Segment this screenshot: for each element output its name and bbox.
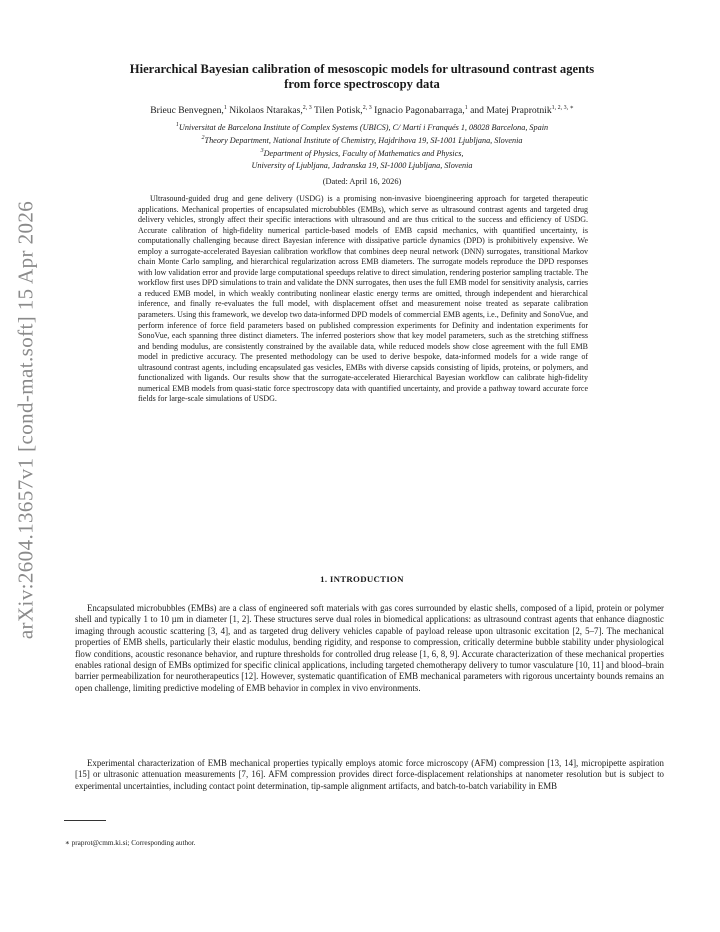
- abstract: Ultrasound-guided drug and gene delivery (USDG) is a promising non-invasive bioengineering approach for targeted therapeutic applications. Mechanical properties of encapsulated microbubbles (EMBs), which serve as ultrasound contrast agents and targeted drug delivery vehicles, strongly affect their specific interactions with ultrasound and are thus critical to the success and efficiency of USDG. Accurate calibration of high-fidelity numerical particle-based models of EMB capsid mechanics, with quantified uncertainty, is computationally challenging because direct Bayesian inference with dissipative particle dynamics (DPD) is prohibitively expensive. We employ a surrogate-accelerated Bayesian calibration workflow that combines deep neural network (DNN) surrogates, transitional Markov chain Monte Carlo sampling, and hierarchical regularization across EMB diameters. The surrogate models reproduce the DPD responses with low validation error and provide large computational speedups relative to direct simulation, rendering posterior sampling tractable. The workflow first uses DPD simulations to train and validate the DNN surrogates, then uses the full EMB model for sensitivity analysis, carries a reduced EMB model, in which weakly contributing nonlinear elastic energy terms are omitted, through independent and hierarchical inference, and finally re-evaluates the full model, with displacement offset and measurement noise treated as separate calibration parameters. Using this framework, we develop two data-informed DPD models of commercial EMB agents, i.e., Definity and SonoVue, and perform inference of force field parameters based on published compression experiments for Definity and indentation experiments for SonoVue, each spanning three distinct diameters. The inferred posteriors show that key model parameters, such as the stretching stiffness and bending modulus, are consistently constrained by the available data, while reduced models show close agreement with the full EMB model in predictive accuracy. The presented methodology can be used to derive bespoke, data-informed models for a wide range of ultrasound contrast agents, including encapsulated gas vesicles, EMBs with diverse capsids consisting of lipids, proteins, or polymers, and functionalized with ligands. Our results show that the surrogate-accelerated Hierarchical Bayesian workflow can calibrate high-fidelity numerical EMB models from quasi-static force spectroscopy data with quantified uncertainty, and provide a pathway toward accurate force fields for large-scale simulations of USDG.: [138, 194, 588, 404]
- author: and Matej Praprotnik$^{1, 2, 3, ∗}$: [470, 105, 574, 116]
- affiliation: University of Ljubljana, Jadranska 19, SI-1000 Ljubljana, Slovenia: [251, 161, 473, 170]
- author: Tilen Potisk,$^{2, 3}$: [314, 105, 372, 116]
- footnote: ∗ praprot@cmm.ki.si; Corresponding author.: [65, 839, 196, 847]
- arxiv-identifier-text: arXiv:2604.13657v1 [cond-mat.soft] 15 Apr 2026: [13, 200, 38, 640]
- arxiv-identifier-stamp: [4, 190, 48, 650]
- author: Nikolaos Ntarakas,$^{2, 3}$: [229, 105, 312, 116]
- intro-paragraph-1: Encapsulated microbubbles (EMBs) are a class of engineered soft materials with gas cores surrounded by elastic shells, composed of a lipid, protein or polymer shell and typically 1 to 10 µm in diameter [1, 2]. These structures serve dual roles in biomedical applications: as ultrasound contrast agents that enhance diagnostic imaging through acoustic scattering [3, 4], and as targeted drug delivery vehicles capable of payload release upon ultrasonic excitation [2, 5–7]. The mechanical properties of EMB shells, particularly their elastic modulus, bending rigidity, and response to compression, critically determine bubble stability under physiological flow conditions, acoustic resonance behavior, and rupture thresholds for controlled drug release [1, 6, 8, 9]. Accurate characterization of these mechanical properties enables rational design of EMBs optimized for specific clinical applications, including targeted chemotherapy delivery to tumor vasculature [10, 11] and blood–brain barrier permeabilization for neurotherapeutics [12]. However, systematic quantification of EMB mechanical parameters with rigorous uncertainty bounds remains an open challenge, limiting predictive modeling of EMB behavior in complex in vivo environments.: [75, 603, 664, 693]
- title-line-1: Hierarchical Bayesian calibration of mesoscopic models for ultrasound contrast agents: [129, 62, 595, 76]
- intro-paragraph-2: Experimental characterization of EMB mechanical properties typically employs atomic force microscopy (AFM) compression [13, 14], micropipette aspiration [15] or ultrasonic attenuation measurements [7, 16]. AFM compression provides direct force-displacement relationships at nanometer resolution but is subject to experimental uncertainties, including contact point determination, tip-sample alignment artifacts, and batch-to-batch variability in EMB: [75, 758, 664, 791]
- author-list: [60, 105, 664, 117]
- affiliation: $^3$Department of Physics, Faculty of Mathematics and Physics,: [260, 148, 464, 158]
- affiliation: $^2$Theory Department, National Institute of Chemistry, Hajdrihova 19, SI-1001 Ljubljana, Slovenia: [201, 135, 523, 145]
- author: Ignacio Pagonabarraga,$^1$: [374, 105, 468, 116]
- title-line-2: from force spectroscopy data: [284, 77, 440, 91]
- affiliation: $^1$Universitat de Barcelona Institute of Complex Systems (UBICS), C/ Martí i Franqués 1, 08028 Barcelona, Spain: [175, 122, 549, 132]
- footnote-rule: [64, 820, 106, 821]
- section-heading: 1. INTRODUCTION: [320, 574, 404, 584]
- dated-line: (Dated: April 16, 2026): [322, 177, 402, 186]
- paper-title: [60, 62, 664, 92]
- author: Brieuc Benvegnen,$^1$: [150, 105, 227, 116]
